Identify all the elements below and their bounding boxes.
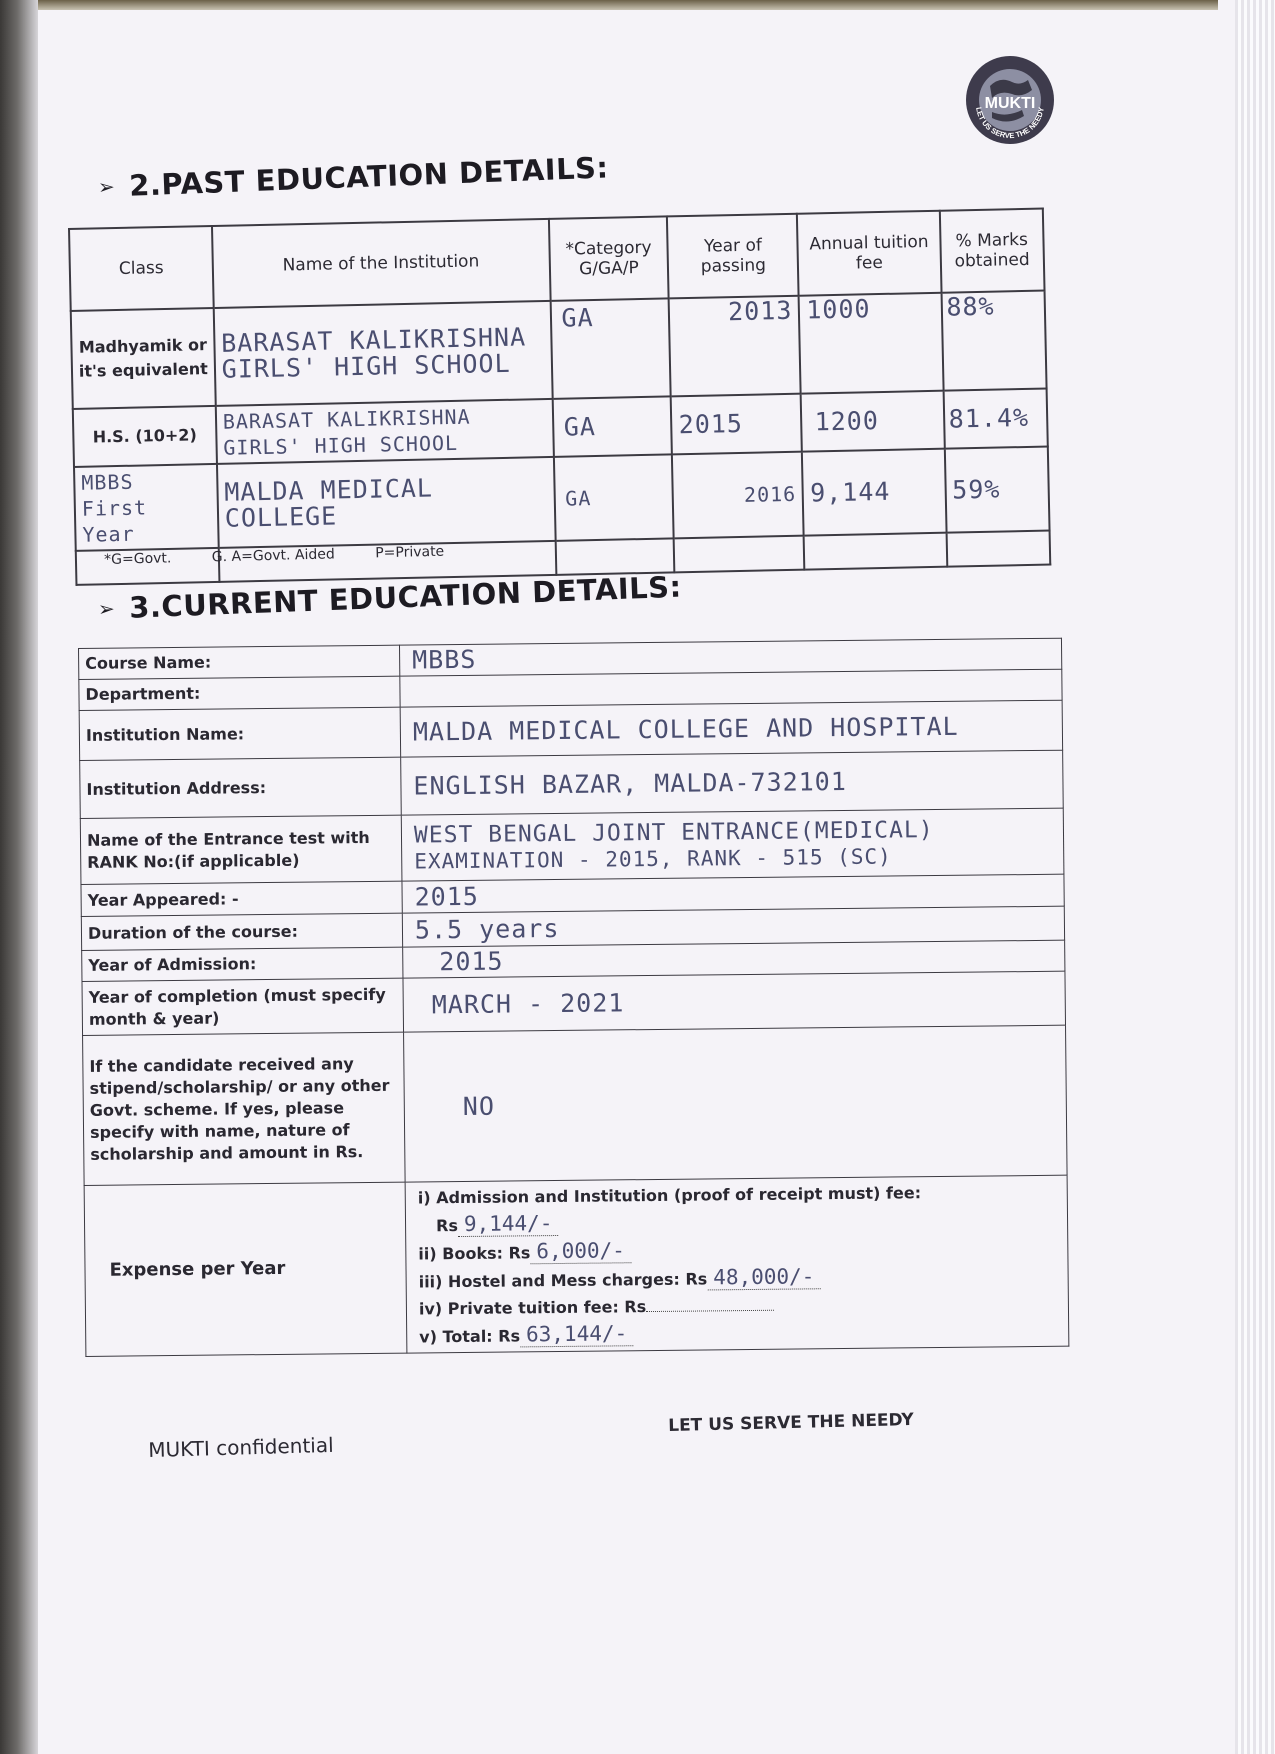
- col-year: Year of passing: [667, 214, 799, 299]
- legend-aided: G. A=Govt. Aided: [211, 546, 335, 566]
- address-label: Institution Address:: [80, 757, 402, 818]
- legend-govt: *G=Govt.: [104, 550, 172, 568]
- logo-ring-text: LET US SERVE THE NEEDY: [974, 106, 1046, 141]
- course-label: Course Name:: [79, 645, 400, 679]
- table-row: [80, 808, 1064, 884]
- col-institution: Name of the Institution: [212, 219, 550, 308]
- expense-details: [405, 1175, 1069, 1353]
- expense-hostel-label: iii) Hostel and Mess charges: Rs: [418, 1269, 708, 1292]
- scan-edge-top: [38, 0, 1218, 10]
- footer-confidential: MUKTI confidential: [148, 1432, 334, 1462]
- mukti-logo: [962, 52, 1058, 148]
- past-education-table: [68, 208, 1051, 586]
- admission-value: 2015: [403, 940, 1065, 978]
- duration-value: 5.5 years: [402, 906, 1064, 947]
- entrance-label: Name of the Entrance test with RANK No:(if applicable): [80, 815, 402, 884]
- institution-label: Institution Name:: [79, 707, 401, 760]
- expense-books-value: 6,000/-: [530, 1238, 631, 1264]
- fee-cell: 1200: [801, 391, 944, 452]
- entrance-line-2: EXAMINATION - 2015, RANK - 515 (SC): [414, 843, 892, 873]
- entrance-value: [401, 808, 1064, 881]
- expense-books-label: ii) Books: Rs: [418, 1243, 531, 1264]
- course-value: MBBS: [399, 638, 1061, 676]
- current-education-table: [78, 638, 1069, 1357]
- col-marks: % Marks obtained: [939, 209, 1044, 293]
- expense-label: Expense per Year: [84, 1182, 407, 1356]
- department-label: Department:: [79, 676, 400, 710]
- institution-cell: BARASAT KALIKRISHNA GIRLS' HIGH SCHOOL: [215, 399, 553, 464]
- arrow-bullet-icon: ➢: [97, 596, 116, 621]
- duration-label: Duration of the course:: [81, 913, 402, 950]
- col-fee: Annual tuition fee: [797, 211, 941, 296]
- year-cell: 2013: [669, 296, 801, 397]
- marks-cell: 81.4%: [943, 389, 1048, 449]
- stipend-value: NO: [404, 1025, 1068, 1182]
- category-cell: GA: [553, 454, 674, 540]
- completion-value: MARCH - 2021: [403, 971, 1066, 1032]
- table-row: [84, 1175, 1069, 1356]
- institution-cell: MALDA MEDICAL COLLEGE: [217, 457, 555, 548]
- arrow-bullet-icon: ➢: [97, 174, 116, 199]
- expense-private-blank: [646, 1296, 774, 1312]
- year-cell: 2015: [671, 394, 802, 455]
- paper-stack-edge: [1235, 0, 1275, 1754]
- col-category: *Category G/GA/P: [548, 216, 669, 300]
- class-cell: H.S. (10+2): [73, 406, 217, 467]
- expense-private-label: iv) Private tuition fee: Rs: [418, 1297, 647, 1319]
- expense-total-value: 63,144/-: [520, 1321, 633, 1347]
- year-appeared-label: Year Appeared: -: [81, 881, 402, 916]
- current-education-title: ➢ 3.CURRENT EDUCATION DETAILS:: [97, 569, 683, 625]
- institution-cell: BARASAT KALIKRISHNA GIRLS' HIGH SCHOOL: [213, 301, 552, 406]
- fee-cell: [804, 533, 947, 570]
- stipend-label: If the candidate received any stipend/scholarship/ or any other Govt. scheme. If yes, please specify with name, nature of scholarship and amount in Rs.: [83, 1032, 406, 1185]
- institution-value: MALDA MEDICAL COLLEGE AND HOSPITAL: [400, 700, 1062, 757]
- expense-hostel-value: 48,000/-: [707, 1264, 820, 1290]
- fee-cell: 9,144: [802, 449, 946, 536]
- table-row: [80, 750, 1064, 818]
- class-cell: Madhyamik or it's equivalent: [71, 308, 216, 409]
- col-class: Class: [69, 226, 213, 311]
- footer-slogan: LET US SERVE THE NEEDY: [668, 1410, 914, 1436]
- past-education-title: ➢ 2.PAST EDUCATION DETAILS:: [97, 150, 610, 203]
- expense-admission-label: i) Admission and Institution (proof of receipt must) fee:: [417, 1183, 922, 1208]
- year-cell: 2016: [672, 452, 804, 539]
- expense-total-label: v) Total: Rs: [419, 1326, 521, 1347]
- legend-private: P=Private: [375, 543, 445, 562]
- year-appeared-value: 2015: [402, 874, 1064, 913]
- marks-cell: 59%: [944, 447, 1049, 533]
- category-cell: [555, 538, 675, 574]
- table-row: [83, 1025, 1068, 1185]
- expense-admission-value: 9,144/-: [458, 1211, 559, 1237]
- class-cell: MBBS First Year: [74, 464, 218, 551]
- logo-text: MUKTI: [984, 95, 1036, 112]
- year-cell: [674, 536, 805, 573]
- expense-total-line: [419, 1316, 1056, 1351]
- expense-admission-prefix: Rs: [435, 1216, 459, 1236]
- admission-label: Year of Admission:: [82, 947, 403, 981]
- category-cell: GA: [550, 298, 671, 398]
- scan-edge-left: [0, 0, 38, 1754]
- address-value: ENGLISH BAZAR, MALDA-732101: [401, 750, 1064, 815]
- entrance-line-1: WEST BENGAL JOINT ENTRANCE(MEDICAL): [413, 816, 934, 848]
- completion-label: Year of completion (must specify month & year): [82, 978, 404, 1035]
- fee-cell: 1000: [799, 293, 943, 394]
- category-cell: GA: [552, 396, 672, 456]
- marks-cell: [946, 531, 1050, 567]
- marks-cell: 88%: [941, 291, 1046, 391]
